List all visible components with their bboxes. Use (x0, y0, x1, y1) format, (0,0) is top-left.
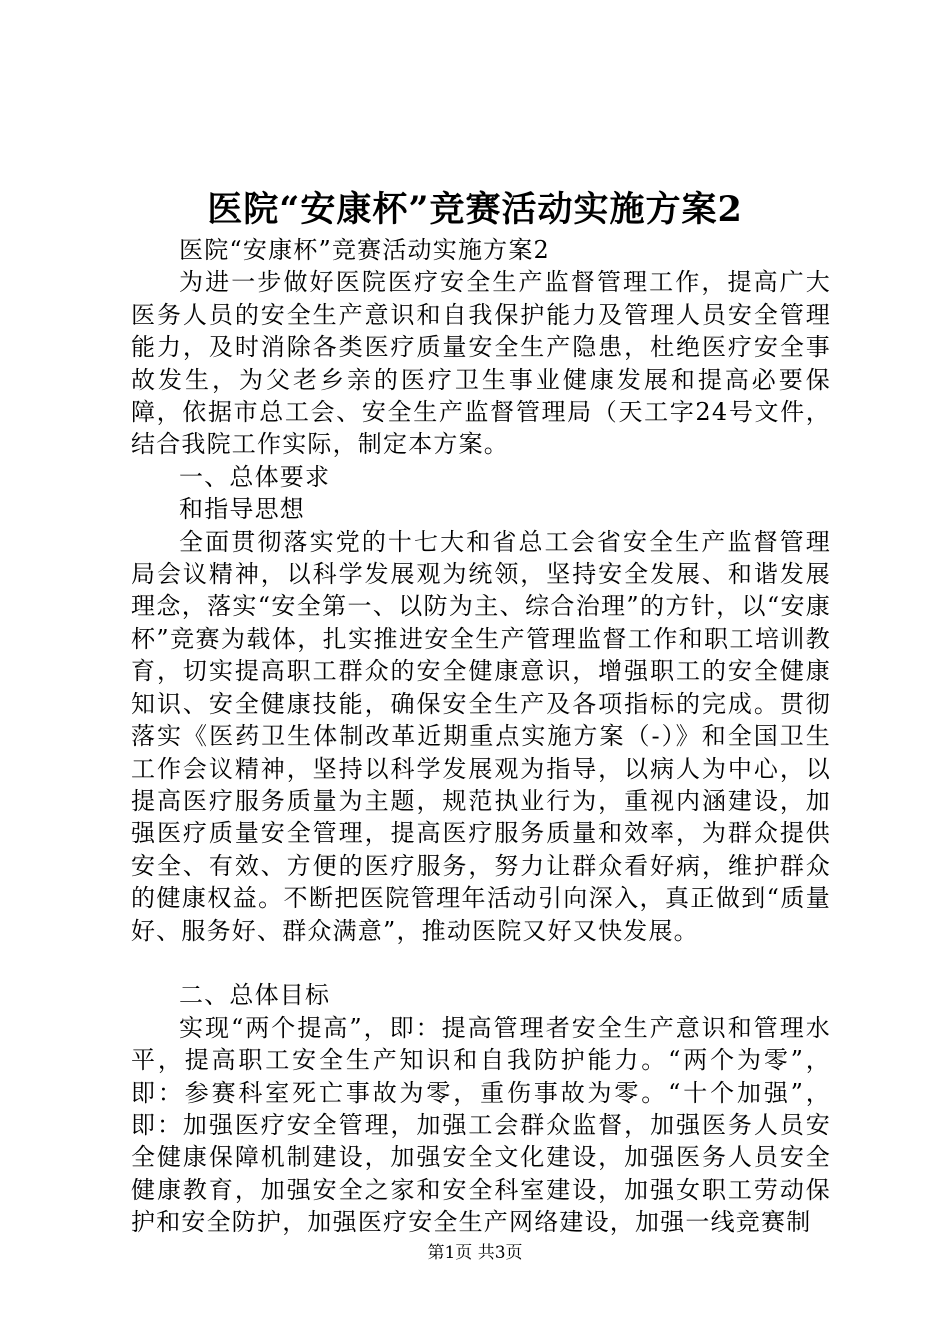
document-title: 医院“安康杯”竞赛活动实施方案2 (207, 189, 743, 230)
section-heading-guiding-ideology: 和指导思想 (179, 495, 305, 524)
paragraph-general-goals: 实现“两个提高”，即：提高管理者安全生产意识和管理水平，提高职工安全生产知识和自我防护能力。“两个为零”，即：参赛科室死亡事故为零，重伤事故为零。“十个加强”，即：加强医疗安全管理，加强工会群众监督，加强医务人员安全健康保障机制建设，加强安全文化建设，加强医务人员安全健康教育，加强安全之家和安全科室建设，加强女职工劳动保护和安全防护，加强医疗安全生产网络建设，加强一线竞赛制 (131, 1013, 831, 1237)
page-footer: 第1页 共3页 (427, 1243, 523, 1263)
paragraph-guiding-ideology: 全面贯彻落实党的十七大和省总工会省安全生产监督管理局会议精神，以科学发展观为统领，坚持安全发展、和谐发展理念，落实“安全第一、以防为主、综合治理”的方针，以“安康杯”竞赛为载体，扎实推进安全生产管理监督工作和职工培训教育，切实提高职工群众的安全健康意识，增强职工的安全健康知识、安全健康技能，确保安全生产及各项指标的完成。贯彻落实《医药卫生体制改革近期重点实施方案（-）》和全国卫生工作会议精神，坚持以科学发展观为指导，以病人为中心，以提高医疗服务质量为主题，规范执业行为，重视内涵建设，加强医疗质量安全管理，提高医疗服务质量和效率，为群众提供安全、有效、方便的医疗服务，努力让群众看好病，维护群众的健康权益。不断把医院管理年活动引向深入，真正做到“质量好、服务好、群众满意”，推动医院又好又快发展。 (131, 527, 831, 945)
paragraph-intro: 为进一步做好医院医疗安全生产监督管理工作，提高广大医务人员的安全生产意识和自我保护能力及管理人员安全管理能力，及时消除各类医疗质量安全生产隐患，杜绝医疗安全事故发生，为父老乡亲的医疗卫生事业健康发展和提高必要保障，依据市总工会、安全生产监督管理局（天工字24号文件，结合我院工作实际，制定本方案。 (131, 268, 831, 459)
blank-line (131, 947, 831, 979)
section-heading-general-goals: 二、总体目标 (179, 981, 331, 1010)
document-body (131, 234, 831, 1239)
section-heading-general-requirements: 一、总体要求 (179, 462, 331, 491)
paragraph-subtitle: 医院“安康杯”竞赛活动实施方案2 (179, 236, 551, 264)
